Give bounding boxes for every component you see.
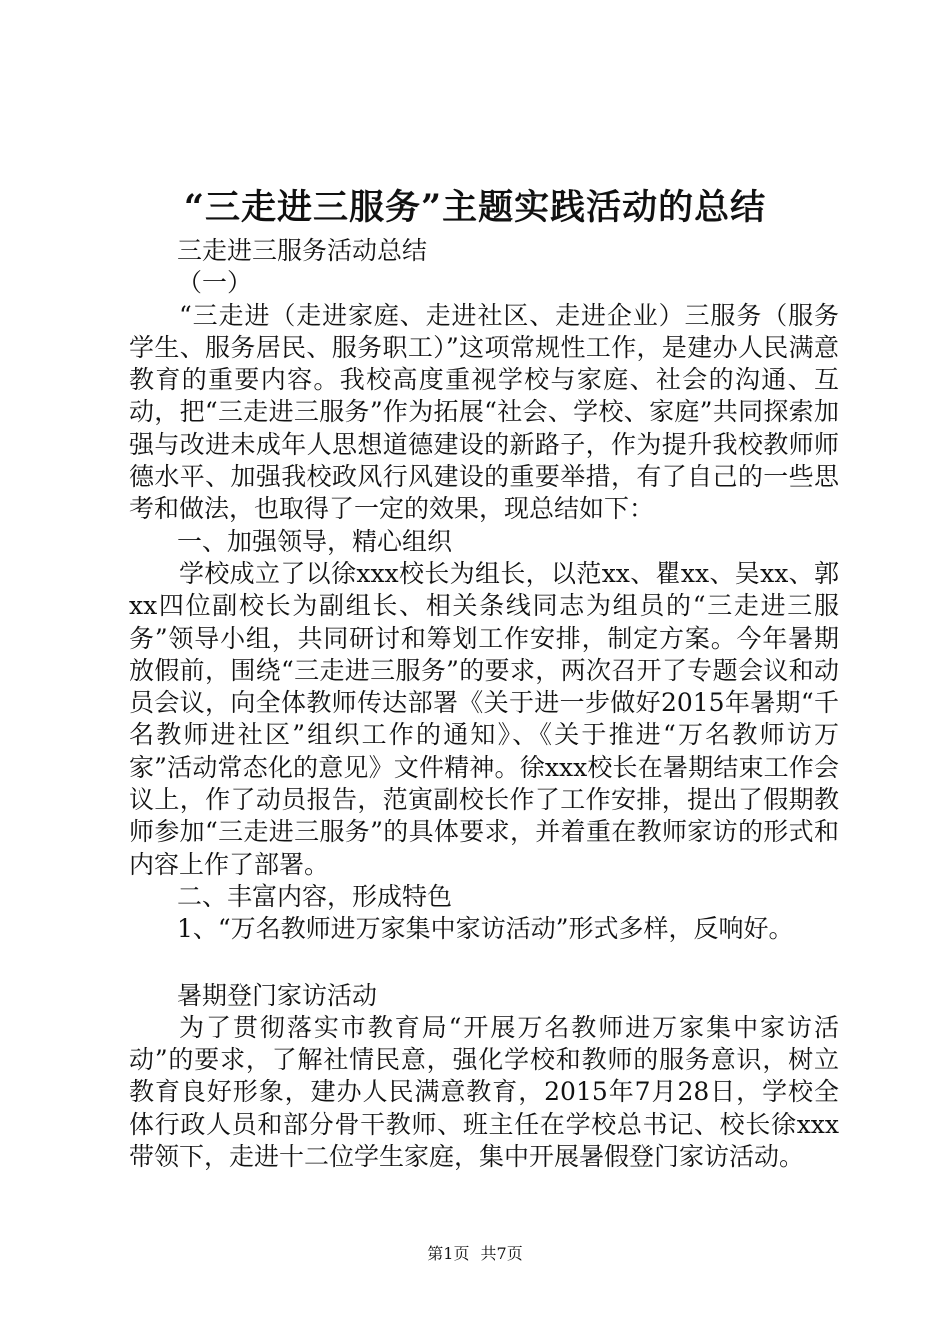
section-heading-1: 一、加强领导，精心组织 (177, 526, 453, 556)
subtitle-paragraph: 三走进三服务活动总结 (177, 236, 428, 265)
section-heading-2: 二、丰富内容，形成特色 (177, 881, 453, 911)
subsection-heading-1: 1、“万名教师进万家集中家访活动”形式多样，反响好。 (177, 914, 794, 944)
intro-paragraph: “三走进（走进家庭、走进社区、走进企业）三服务（服务学生、服务居民、服务职工）”这项常规性工作，是建办人民满意教育的重要内容。我校高度重视学校与家庭、社会的沟通、互动，把“三走进三服务”作为拓展“社会、学校、家庭”共同探索加强与改进未成年人思想道德建设的新路子，作为提升我校教师师德水平、加强我校政风行风建设的重要举措，有了自己的一些思考和做法，也取得了一定的效果，现总结如下： (129, 300, 839, 524)
page-number: 第1页 (427, 1244, 470, 1263)
home-visit-paragraph: 为了贯彻落实市教育局“开展万名教师进万家集中家访活动”的要求，了解社情民意，强化学校和教师的服务意识，树立教育良好形象，建办人民满意教育，2015年7月28日，学校全体行政人员和部分骨干教师、班主任在学校总书记、校长徐xxx带领下，走进十二位学生家庭，集中开展暑假登门家访活动。 (129, 1012, 839, 1172)
leadership-paragraph: 学校成立了以徐xxx校长为组长，以范xx、瞿xx、吴xx、郭xx四位副校长为副组长、相关条线同志为组员的“三走进三服务”领导小组，共同研讨和筹划工作安排，制定方案。今年暑期放假前，围绕“三走进三服务”的要求，两次召开了专题会议和动员会议，向全体教师传达部署《关于进一步做好2015年暑期“千名教师进社区”组织工作的通知》、《关于推进“万名教师访万家”活动常态化的意见》文件精神。徐xxx校长在暑期结束工作会议上，作了动员报告，范寅副校长作了工作安排，提出了假期教师参加“三走进三服务”的具体要求，并着重在教师家访的形式和内容上作了部署。 (129, 558, 839, 879)
blank-line (129, 946, 839, 980)
page-footer (0, 1243, 950, 1265)
document-body (129, 235, 839, 1173)
document-title: “三走进三服务”主题实践活动的总结 (183, 187, 767, 228)
section-number-paragraph: （一） (177, 268, 253, 298)
activity-heading: 暑期登门家访活动 (177, 980, 378, 1010)
page-total: 共7页 (480, 1244, 523, 1263)
